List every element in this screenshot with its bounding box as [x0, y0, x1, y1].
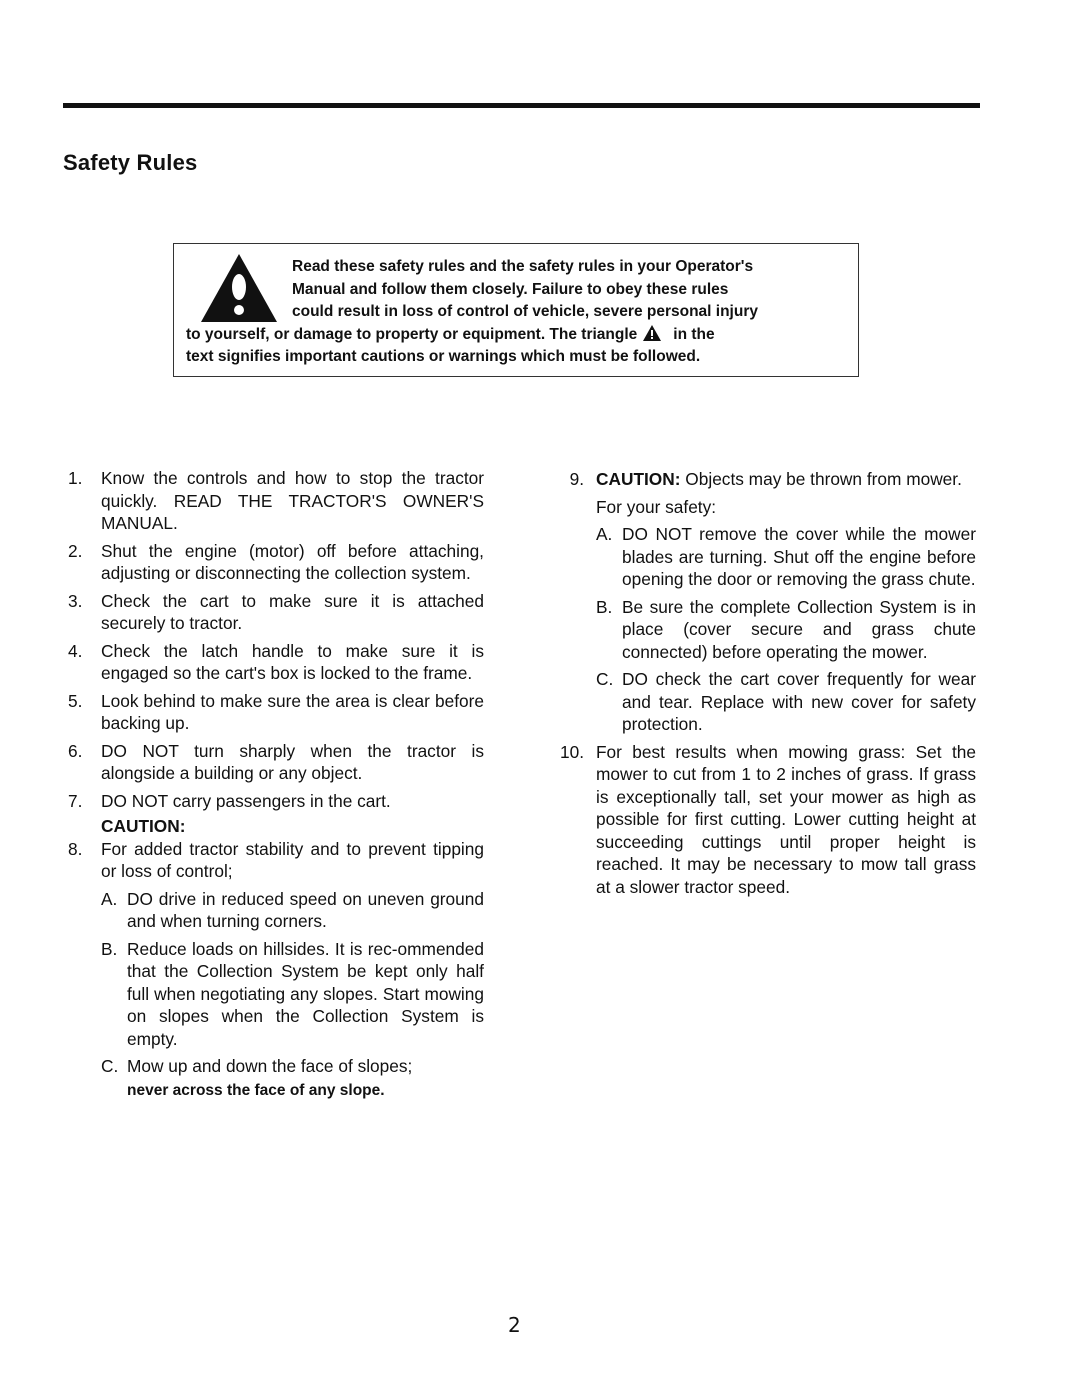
- sub-item: C. Mow up and down the face of slopes; never across the face of any slope.: [101, 1056, 413, 1099]
- list-item: 3. Check the cart to make sure it is attached securely to tractor.: [68, 590, 484, 633]
- sub-item: B. Be sure the complete Collection System is in place (cover secure and grass chute connected) before operating the mower.: [596, 596, 976, 662]
- right-column: [556, 468, 976, 903]
- page-title: Safety Rules: [63, 150, 198, 175]
- list-item: 6. DO NOT turn sharply when the tractor is alongside a building or any object.: [68, 740, 484, 783]
- list-item: 2. Shut the engine (motor) off before attaching, adjusting or disconnecting the collection system.: [68, 540, 484, 583]
- list-item: 5. Look behind to make sure the area is clear before backing up.: [68, 690, 484, 733]
- warning-line: to yourself, or damage to property or equipment. The triangle in the: [186, 325, 715, 343]
- list-item: 1. Know the controls and how to stop the tractor quickly. READ THE TRACTOR'S OWNER'S MANUAL.: [68, 468, 484, 533]
- sub-item: C. DO check the cart cover frequently for wear and tear. Replace with new cover for safety protection.: [596, 669, 976, 734]
- page-number: 2: [508, 1313, 521, 1337]
- sub-item: B. Reduce loads on hillsides. It is rec-ommended that the Collection System be kept only half full when negotiating any slopes. Start mowing on slopes when the Collection System is empty.: [101, 938, 484, 1049]
- intro-text: For your safety:: [596, 496, 717, 517]
- list-item: 8. For added tractor stability and to prevent tipping or loss of control; A. DO drive in reduced speed on uneven ground and when turning corners. B. Reduce loads on hillsides. It is rec-ommended that the Collection System be kept only half full when negotiating any slopes. Start mowing on slopes when the Collection System is empty. C. Mow up and down the face of slopes; never across the face of any slope.: [68, 838, 484, 1103]
- warning-text: [186, 256, 844, 369]
- left-column: [68, 467, 484, 1107]
- inline-triangle-icon: [643, 325, 661, 341]
- warning-line: text signifies important cautions or warnings which must be followed.: [186, 348, 701, 365]
- sub-item: A. DO NOT remove the cover while the mower blades are turning. Shut off the engine before opening the door or removing the grass chute.: [596, 524, 976, 589]
- top-rule: [63, 103, 980, 108]
- list-item: 7. DO NOT carry passengers in the cart.: [68, 790, 391, 811]
- warning-line: Read these safety rules and the safety rules in your Operator's: [292, 258, 754, 275]
- warning-box: [173, 243, 859, 377]
- caution-heading: CAUTION:: [101, 816, 186, 836]
- list-item: 10. For best results when mowing grass: Set the mower to cut from 1 to 2 inches of grass. If grass is exceptionally tall, set your mower as high as possible for first cutting. Lower cutting height at succeeding cuttings until proper height is reached. It may be necessary to mow tall grass at a slower tractor speed.: [559, 741, 976, 897]
- warning-line: Manual and follow them closely. Failure to obey these rules: [292, 280, 729, 298]
- bold-warning: never across the face of any slope.: [127, 1081, 385, 1099]
- sub-item: A. DO drive in reduced speed on uneven ground and when turning corners.: [101, 888, 484, 931]
- warning-line: could result in loss of control of vehicle, severe personal injury: [292, 303, 758, 320]
- list-item: 9. CAUTION: Objects may be thrown from mower. For your safety: A. DO NOT remove the cover while the mower blades are turning. Shut off the engine before opening the door or removing the grass chute. B. Be sure the complete Collection System is in place (cover secure and grass chute connected) before operating the mower. C. DO check the cart cover frequently for wear and tear. Replace with new cover for safety protection.: [569, 469, 976, 734]
- list-item: 4. Check the latch handle to make sure it is engaged so the cart's box is locked to the frame.: [68, 640, 484, 683]
